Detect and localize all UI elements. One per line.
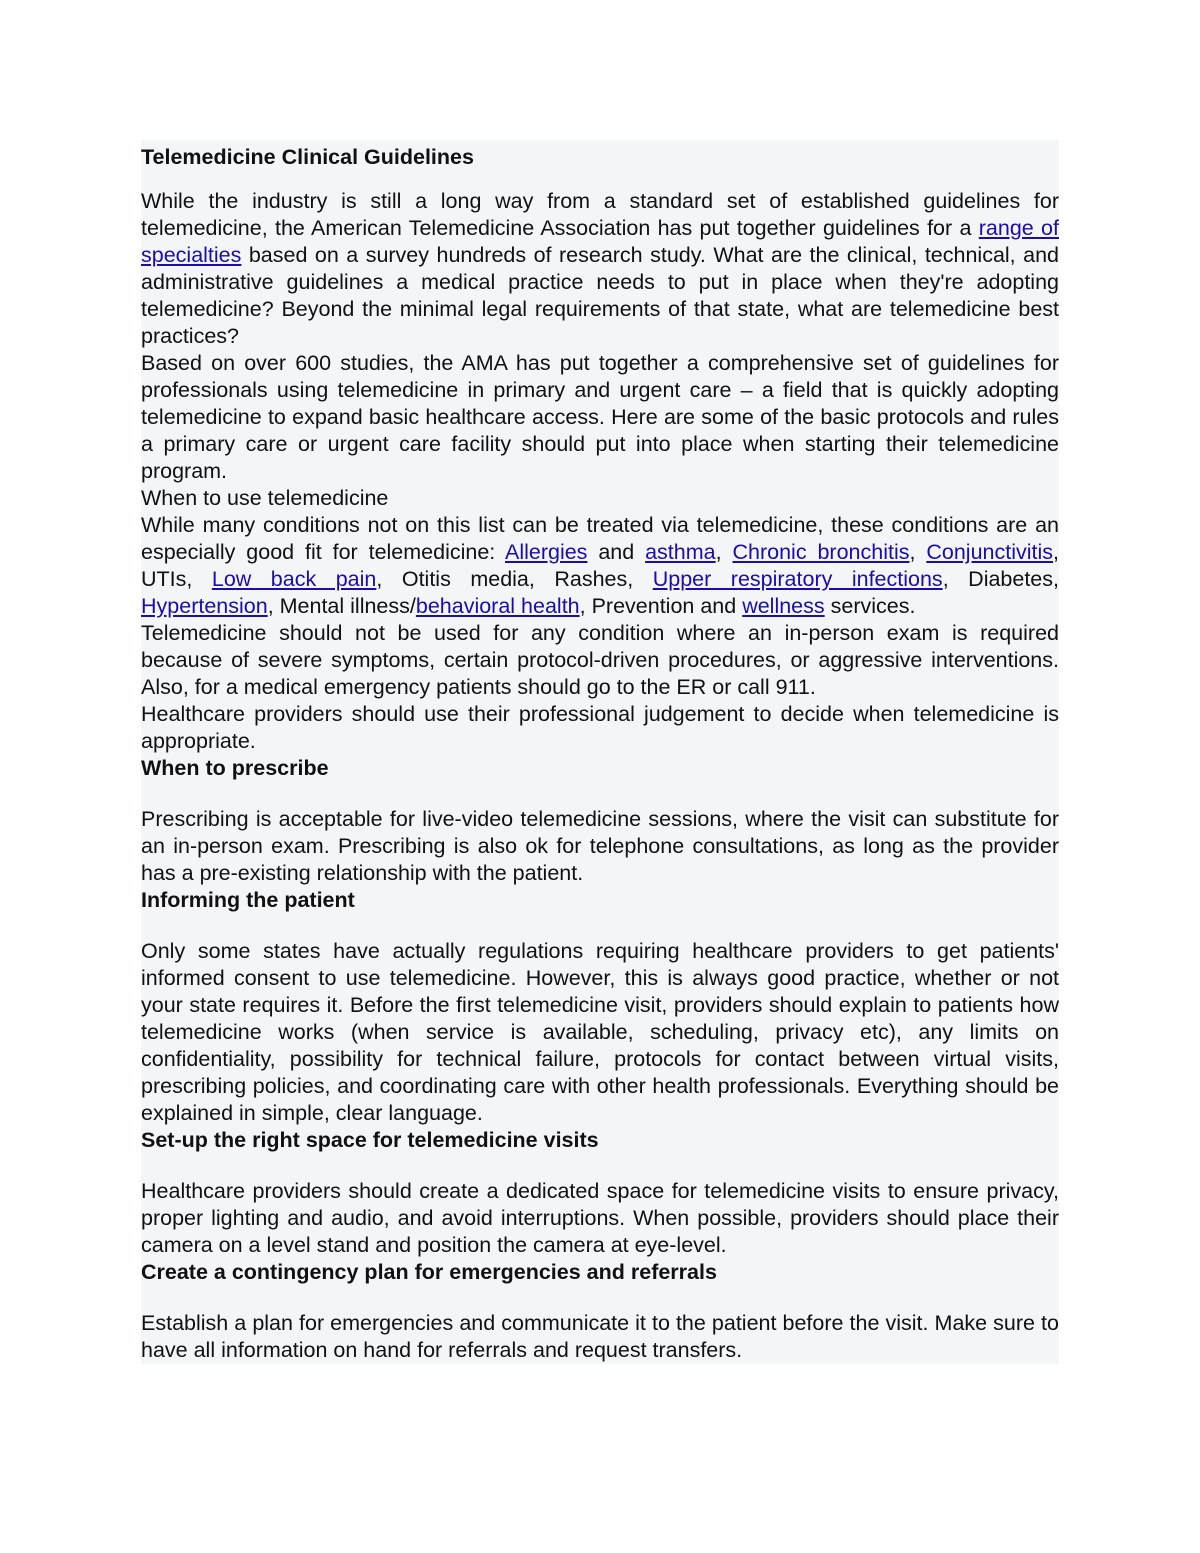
text-run: and <box>587 540 646 564</box>
text-run: based on a survey hundreds of research study. What are the clinical, technical, and administrative guidelines a medical practice needs to put in place when they're adopting telemedicine? Beyond the minimal legal requirements of that state, what are telemedicine best practices? <box>141 243 1059 348</box>
setup-space-paragraph: Healthcare providers should create a dedicated space for telemedicine visits to ensure privacy, proper lighting and audio, and avoid interruptions. When possible, providers should place their camera on a level stand and position the camera at eye-level. <box>141 1179 1059 1257</box>
contingency-paragraph: Establish a plan for emergencies and communicate it to the patient before the visit. Make sure to have all information on hand for referrals and request transfers. <box>141 1311 1059 1362</box>
intro-paragraph <box>141 188 1059 350</box>
setup-space-heading: Set-up the right space for telemedicine visits <box>141 1128 599 1152</box>
conjunctivitis-link[interactable]: Conjunctivitis <box>926 540 1054 564</box>
wellness-link[interactable]: wellness <box>742 594 825 618</box>
spacer <box>141 1154 1059 1178</box>
upper-respiratory-infections-link[interactable]: Upper respiratory infections <box>652 567 943 591</box>
spacer <box>141 1286 1059 1310</box>
document-body <box>141 140 1059 1364</box>
chronic-bronchitis-link[interactable]: Chronic bronchitis <box>732 540 910 564</box>
allergies-link[interactable]: Allergies <box>504 540 588 564</box>
spacer <box>141 173 1059 188</box>
informing-patient-heading: Informing the patient <box>141 888 355 912</box>
text-run: services. <box>824 594 916 618</box>
ama-studies-paragraph: Based on over 600 studies, the AMA has put together a comprehensive set of guidelines for professionals using telemedicine in primary and urgent care – a field that is quickly adopting telemedicine to expand basic healthcare access. Here are some of the basic protocols and rules a primary care or urgent care facility should put into place when starting their telemedicine program. <box>141 351 1059 483</box>
spacer <box>141 914 1059 938</box>
text-run: , Diabetes, <box>942 567 1059 591</box>
text-run: , UTIs, <box>141 540 1060 591</box>
not-used-paragraph: Telemedicine should not be used for any condition where an in-person exam is required because of severe symptoms, certain protocol-driven procedures, or aggressive interventions. Also, for a medical emergency patients should go to the ER or call 911. <box>141 621 1059 699</box>
range-of-specialties-link[interactable]: range of specialties <box>141 216 1059 267</box>
conditions-paragraph <box>141 512 1059 620</box>
behavioral-health-link[interactable]: behavioral health <box>415 594 580 618</box>
judgement-paragraph: Healthcare providers should use their professional judgement to decide when telemedicine is appropriate. <box>141 702 1059 753</box>
contingency-plan-heading: Create a contingency plan for emergencies and referrals <box>141 1260 717 1284</box>
text-run: While the industry is still a long way from a standard set of established guidelines for telemedicine, the American Telemedicine Association has put together guidelines for a <box>141 189 1059 240</box>
text-run: , <box>715 540 733 564</box>
document-title: Telemedicine Clinical Guidelines <box>141 145 474 169</box>
when-to-prescribe-heading: When to prescribe <box>141 756 329 780</box>
text-run: , <box>909 540 927 564</box>
hypertension-link[interactable]: Hypertension <box>141 594 268 618</box>
spacer <box>141 782 1059 806</box>
text-run: , Mental illness/ <box>267 594 416 618</box>
prescribe-paragraph: Prescribing is acceptable for live-video telemedicine sessions, where the visit can substitute for an in-person exam. Prescribing is also ok for telephone consultations, as long as the provider has a pre-existing relationship with the patient. <box>141 807 1059 885</box>
text-run: , Otitis media, Rashes, <box>376 567 653 591</box>
text-run: , Prevention and <box>579 594 743 618</box>
low-back-pain-link[interactable]: Low back pain <box>211 567 377 591</box>
text-run: While many conditions not on this list can be treated via telemedicine, these conditions are an especially good fit for telemedicine: <box>141 513 1059 564</box>
informing-paragraph: Only some states have actually regulations requiring healthcare providers to get patients' informed consent to use telemedicine. However, this is always good practice, whether or not your state requires it. Before the first telemedicine visit, providers should explain to patients how telemedicine works (when service is available, scheduling, privacy etc), any limits on confidentiality, possibility for technical failure, protocols for contact between virtual visits, prescribing policies, and coordinating care with other health professionals. Everything should be explained in simple, clear language. <box>141 939 1059 1125</box>
asthma-link[interactable]: asthma <box>645 540 716 564</box>
when-to-use-heading: When to use telemedicine <box>141 486 389 510</box>
